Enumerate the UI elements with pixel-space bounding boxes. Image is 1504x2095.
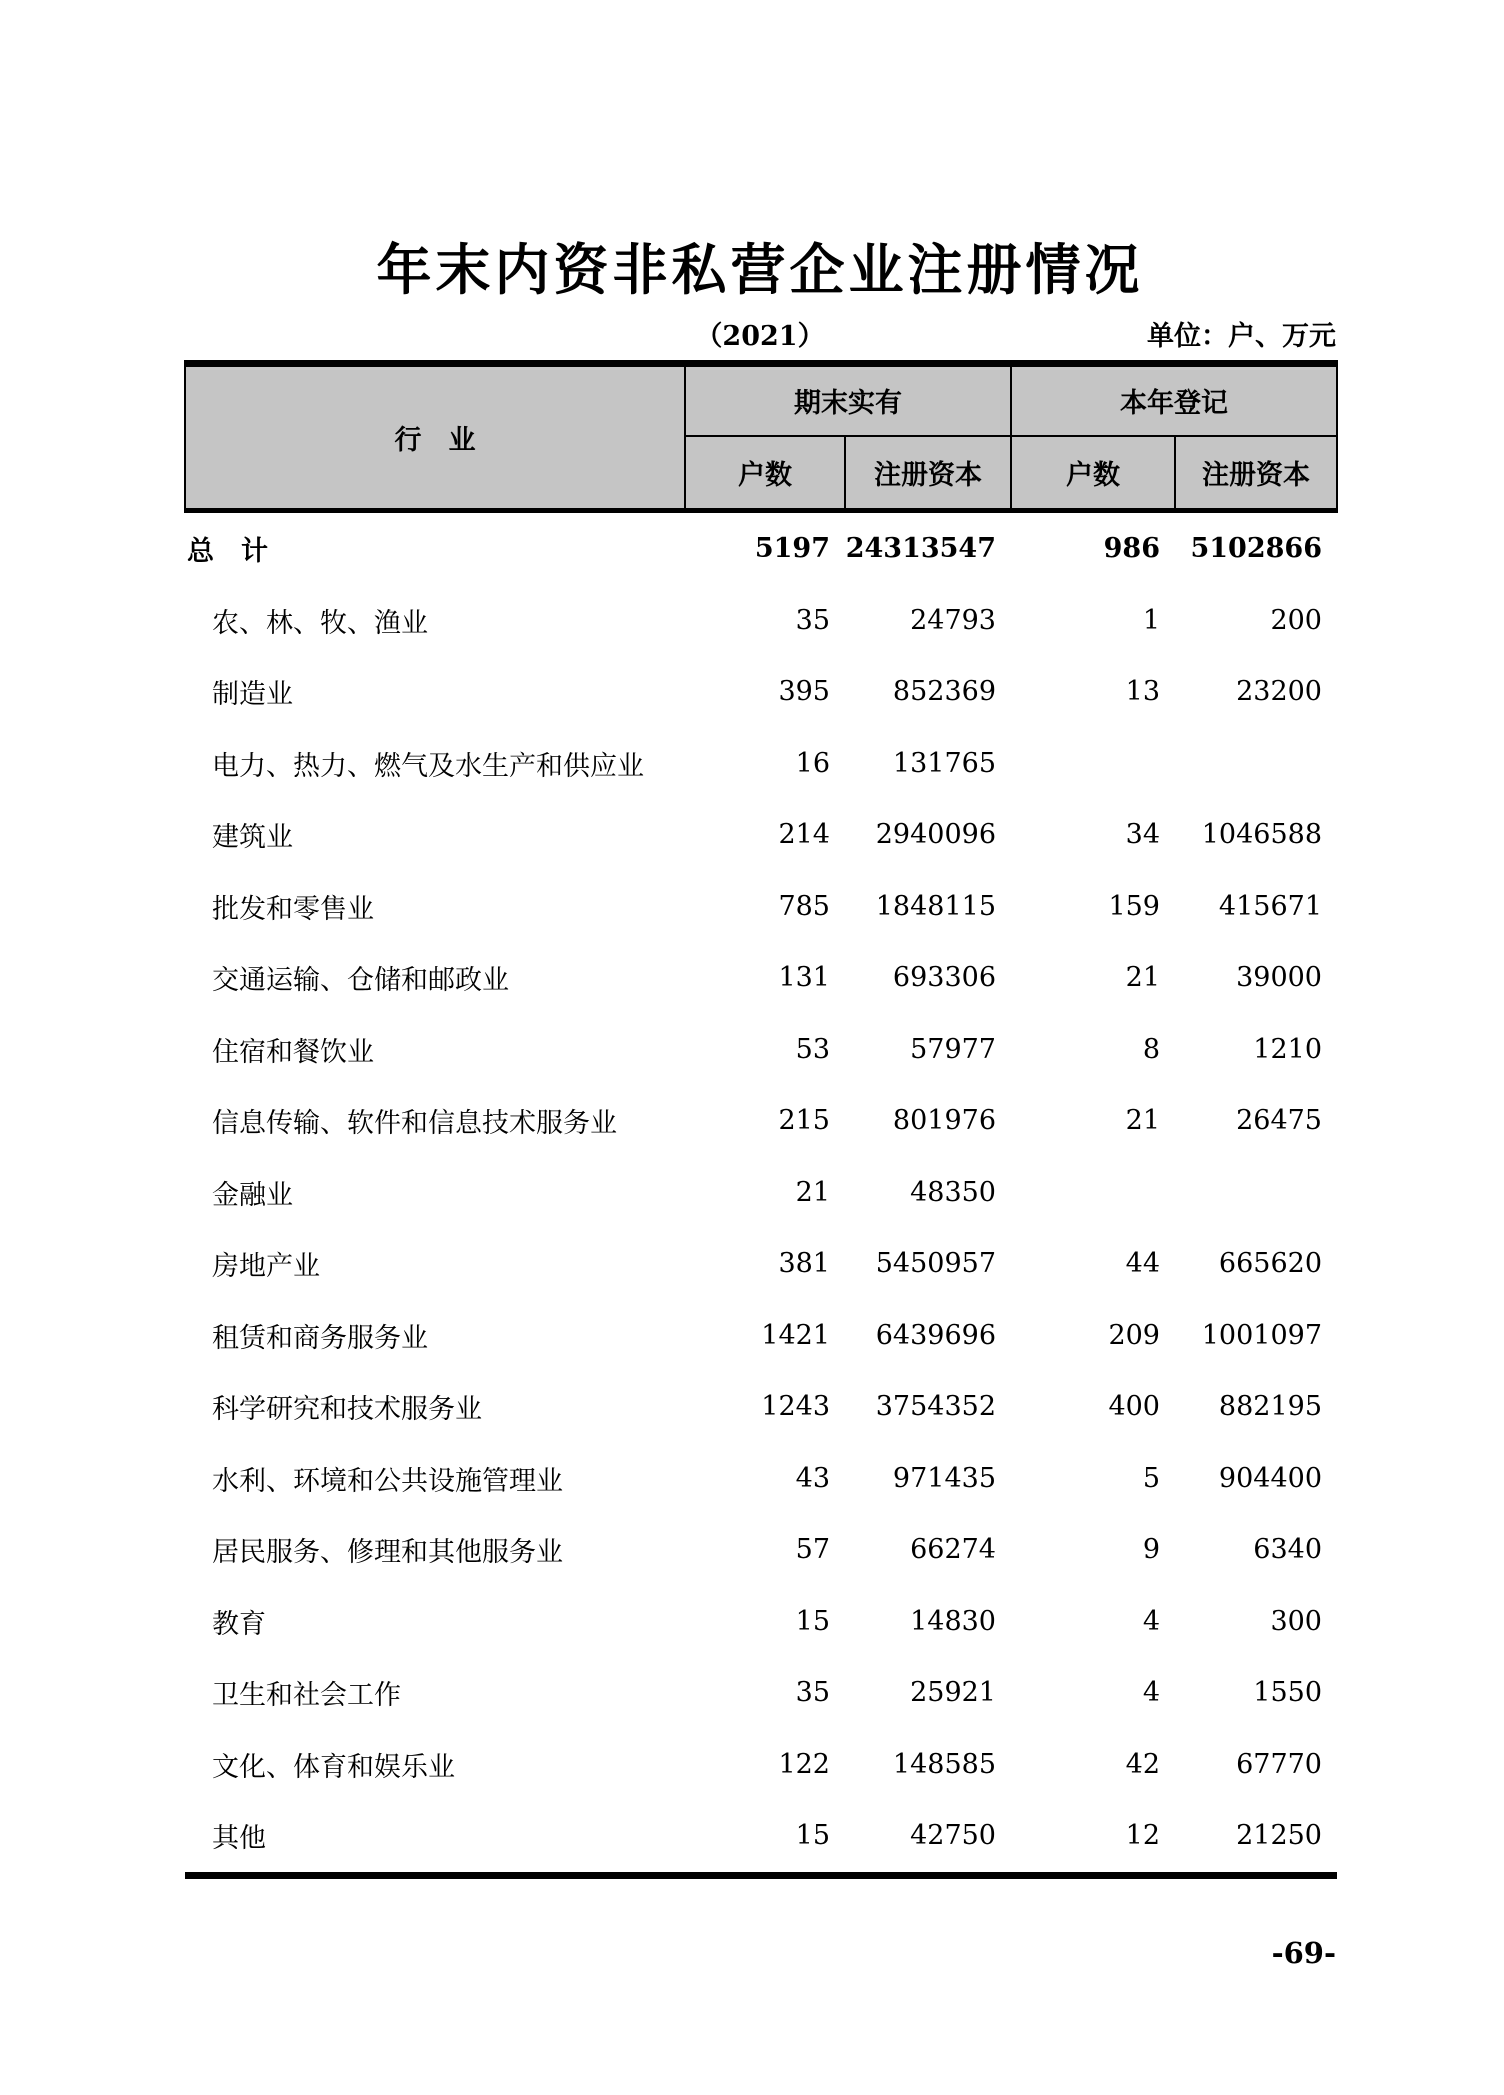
header-group-end-of-period: 期末实有 [685,364,1011,436]
value-cell: 21 [1125,962,1160,994]
industry-cell: 租赁和商务服务业 [212,1322,428,1354]
industry-cell: 房地产业 [212,1251,320,1283]
value-cell: 5 [1142,1462,1160,1494]
value-cell: 53 [795,1033,830,1065]
industry-cell: 科学研究和技术服务业 [212,1394,482,1426]
value-cell: 2940096 [875,819,996,851]
value-cell: 904400 [1218,1462,1322,1494]
value-cell: 66274 [910,1534,996,1566]
value-cell: 5450957 [875,1248,996,1280]
table-row [185,1514,1337,1586]
registration-table [184,360,1338,1879]
value-cell: 4 [1142,1677,1160,1709]
value-cell: 9 [1142,1534,1160,1566]
value-cell: 34 [1125,819,1160,851]
value-cell: 43 [795,1462,830,1494]
value-cell: 16 [795,747,830,779]
value-cell: 67770 [1236,1748,1322,1780]
value-cell: 15 [795,1605,830,1637]
industry-cell: 批发和零售业 [212,893,374,925]
value-cell: 1550 [1253,1677,1322,1709]
unit-note: 单位：户、万元 [1147,321,1336,352]
value-cell: 122 [778,1748,830,1780]
value-cell: 48350 [910,1176,996,1208]
industry-cell: 总 计 [187,536,268,568]
value-cell: 21 [1125,1105,1160,1137]
value-cell: 693306 [892,962,996,994]
value-cell: 42 [1125,1748,1160,1780]
value-cell: 15 [795,1820,830,1852]
value-cell: 1001097 [1201,1319,1322,1351]
value-cell: 8 [1142,1033,1160,1065]
industry-cell: 水利、环境和公共设施管理业 [212,1465,563,1497]
value-cell: 1848115 [875,890,996,922]
value-cell: 21250 [1236,1820,1322,1852]
value-cell: 415671 [1218,890,1322,922]
value-cell: 214 [778,819,830,851]
value-cell: 5197 [754,533,830,565]
industry-cell: 教育 [212,1608,266,1640]
value-cell: 1046588 [1201,819,1322,851]
value-cell: 148585 [892,1748,996,1780]
value-cell: 395 [778,676,830,708]
value-cell: 1210 [1253,1033,1322,1065]
table-row [185,1300,1337,1372]
value-cell: 381 [778,1248,830,1280]
table-row [185,1800,1337,1875]
value-cell: 35 [795,604,830,636]
value-cell: 1 [1142,604,1160,636]
industry-cell: 农、林、牧、渔业 [212,607,428,639]
value-cell: 57977 [910,1033,996,1065]
value-cell: 971435 [892,1462,996,1494]
page-title: 年末内资非私营企业注册情况 [376,237,1144,302]
value-cell: 35 [795,1677,830,1709]
value-cell: 39000 [1236,962,1322,994]
value-cell: 23200 [1236,676,1322,708]
industry-cell: 卫生和社会工作 [212,1680,401,1712]
industry-cell: 建筑业 [212,822,293,854]
table-row [185,728,1337,800]
industry-cell: 其他 [212,1823,266,1855]
industry-cell: 文化、体育和娱乐业 [212,1751,455,1783]
value-cell: 400 [1108,1391,1160,1423]
industry-cell: 金融业 [212,1179,293,1211]
header-end-registered-capital: 注册资本 [845,436,1011,511]
table-body [185,511,1337,1876]
table-header [185,364,1337,511]
table-row [185,1014,1337,1086]
value-cell: 6340 [1253,1534,1322,1566]
value-cell: 13 [1125,676,1160,708]
table-row [185,511,1337,585]
value-cell: 1243 [761,1391,830,1423]
value-cell: 665620 [1218,1248,1322,1280]
value-cell [1011,728,1175,800]
industry-cell: 制造业 [212,679,293,711]
value-cell: 882195 [1218,1391,1322,1423]
table-row [185,799,1337,871]
value-cell [1011,1157,1175,1229]
value-cell [1175,1157,1337,1229]
value-cell: 21 [795,1176,830,1208]
year-note: （2021） [695,321,825,352]
industry-cell: 交通运输、仓储和邮政业 [212,965,509,997]
value-cell: 26475 [1236,1105,1322,1137]
table-row [185,1157,1337,1229]
header-end-households: 户数 [685,436,845,511]
value-cell: 25921 [910,1677,996,1709]
table-row [185,656,1337,728]
industry-cell: 居民服务、修理和其他服务业 [212,1537,563,1569]
value-cell: 24313547 [845,533,996,565]
header-year-households: 户数 [1011,436,1175,511]
value-cell: 44 [1125,1248,1160,1280]
value-cell: 6439696 [875,1319,996,1351]
value-cell: 986 [1103,533,1160,565]
table-row [185,585,1337,657]
page-number: -69- [1271,1936,1336,1970]
value-cell: 159 [1108,890,1160,922]
header-group-row [185,364,1337,436]
industry-cell: 信息传输、软件和信息技术服务业 [212,1108,617,1140]
value-cell: 14830 [910,1605,996,1637]
value-cell: 57 [795,1534,830,1566]
value-cell: 785 [778,890,830,922]
header-industry: 行 业 [185,364,685,511]
industry-cell: 住宿和餐饮业 [212,1036,374,1068]
value-cell: 1421 [761,1319,830,1351]
value-cell: 4 [1142,1605,1160,1637]
table-row [185,942,1337,1014]
table-row [185,1729,1337,1801]
industry-cell: 电力、热力、燃气及水生产和供应业 [212,750,644,782]
value-cell: 801976 [892,1105,996,1137]
table-row [185,1085,1337,1157]
value-cell: 131 [778,962,830,994]
value-cell: 215 [778,1105,830,1137]
value-cell: 131765 [892,747,996,779]
value-cell: 200 [1270,604,1322,636]
value-cell: 209 [1108,1319,1160,1351]
value-cell: 24793 [910,604,996,636]
value-cell: 12 [1125,1820,1160,1852]
table-row [185,871,1337,943]
table-row [185,1228,1337,1300]
table-row [185,1586,1337,1658]
header-group-registered-this-year: 本年登记 [1011,364,1337,436]
table-row [185,1657,1337,1729]
value-cell [1175,728,1337,800]
subtitle-row [184,314,1336,356]
value-cell: 300 [1270,1605,1322,1637]
value-cell: 3754352 [875,1391,996,1423]
table-row [185,1443,1337,1515]
header-year-registered-capital: 注册资本 [1175,436,1337,511]
value-cell: 5102866 [1190,533,1322,565]
table-row [185,1371,1337,1443]
value-cell: 852369 [892,676,996,708]
value-cell: 42750 [910,1820,996,1852]
